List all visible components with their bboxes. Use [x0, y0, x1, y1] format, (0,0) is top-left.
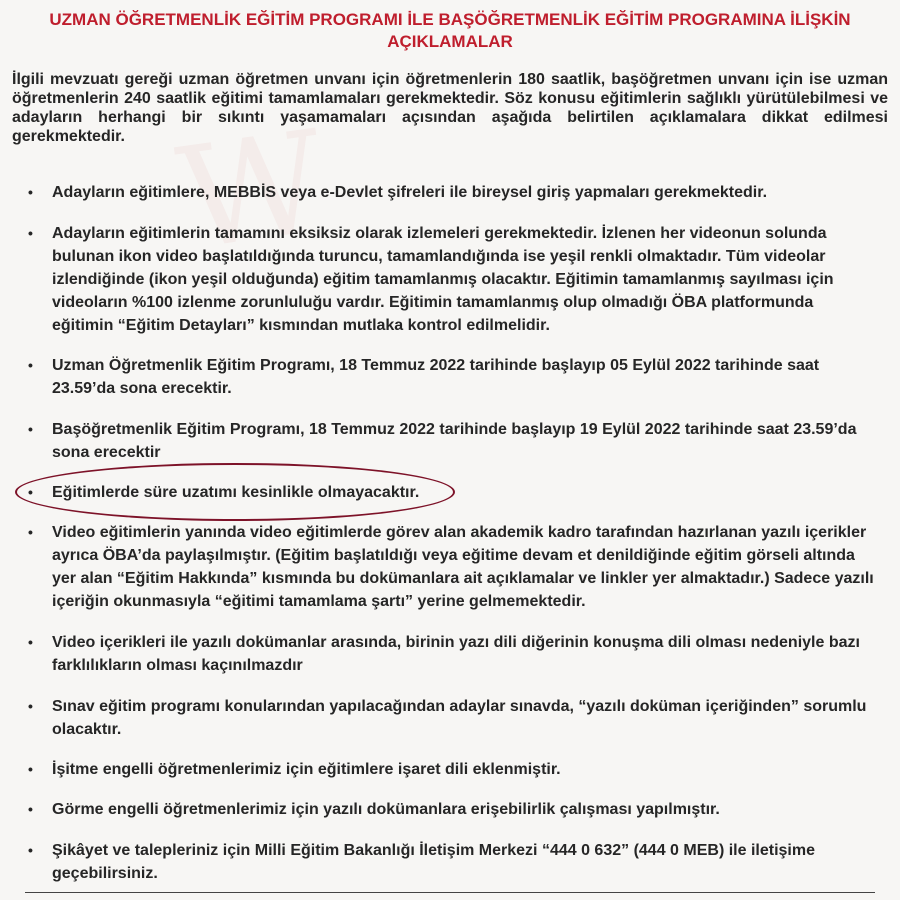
list-item-text: Video içerikleri ile yazılı dokümanlar arasında, birinin yazı dili diğerinin konuşma dili olması nedeniyle bazı farklılıkların olması kaçınılmazdır	[52, 634, 860, 674]
list-item	[28, 354, 876, 400]
list-item-text: Adayların eğitimlerin tamamını eksiksiz olarak izlemeleri gerekmektedir. İzlenen her videonun solunda bulunan ikon video başlatıldığında turuncu, tamamlandığında ise yeşil renkli olmaktadır. Tüm videolar izlendiğinde (ikon yeşil olduğunda) eğitim tamamlanmış olacaktır. Eğitimin tamamlanmış sayılması için videoların %100 izlenme zorunluluğu vardır. Eğitimin tamamlanmış olup olmadığı ÖBA platformunda eğitimin “Eğitim Detayları” kısmından mutlaka kontrol edilmelidir.	[52, 225, 834, 334]
bullet-icon: •	[28, 761, 33, 777]
bullet-icon: •	[28, 524, 33, 540]
bullet-icon: •	[28, 225, 33, 241]
highlight-ellipse	[15, 463, 455, 521]
bullet-icon: •	[28, 634, 33, 650]
list-item-text: Başöğretmenlik Eğitim Programı, 18 Temmuz 2022 tarihinde başlayıp 19 Eylül 2022 tarihinde saat 23.59’da sona erecektir	[52, 421, 857, 461]
list-item-text: Şikâyet ve talepleriniz için Milli Eğitim Bakanlığı İletişim Merkezi “444 0 632” (444 0 MEB) ile iletişime geçebilirsiniz.	[52, 842, 815, 882]
list-item-text: Adayların eğitimlere, MEBBİS veya e-Devlet şifreleri ile bireysel giriş yapmaları gerekmektedir.	[52, 184, 768, 201]
list-item-text: Video eğitimlerin yanında video eğitimlerde görev alan akademik kadro tarafından hazırlanan yazılı içerikler ayrıca ÖBA’da paylaşılmıştır. (Eğitim başlatıldığı veya eğitime devam et denildiğinde eğitim görseli altında yer alan “Eğitim Hakkında” kısmında bu dokümanlara ait açıklamalar ve linkler yer almaktadır.) Sadece yazılı içeriğin okunmasıyla “eğitimi tamamlama şartı” yerine gelmemektedir.	[52, 524, 874, 610]
bullet-icon: •	[28, 698, 33, 714]
list-item	[28, 798, 876, 821]
bullet-icon: •	[28, 801, 33, 817]
list-item-text: İşitme engelli öğretmenlerimiz için eğitimlere işaret dili eklenmiştir.	[52, 761, 561, 778]
list-item	[28, 521, 876, 613]
list-item-text: Eğitimlerde süre uzatımı kesinlikle olmayacaktır.	[52, 484, 420, 501]
document-title: UZMAN ÖĞRETMENLİK EĞİTİM PROGRAMI İLE BAŞÖĞRETMENLİK EĞİTİM PROGRAMINA İLİŞKİN AÇIKLAMALAR	[49, 10, 851, 51]
list-item-text: Uzman Öğretmenlik Eğitim Programı, 18 Temmuz 2022 tarihinde başlayıp 05 Eylül 2022 tarihinde saat 23.59’da sona erecektir.	[52, 357, 820, 397]
list-item	[28, 758, 876, 781]
intro-paragraph: İlgili mevzuatı gereği uzman öğretmen unvanı için öğretmenlerin 180 saatlik, başöğretmen unvanı için ise uzman öğretmenlerin 240 saatlik eğitimi tamamlamaları gerekmektedir. Söz konusu eğitimlerin sağlıklı yürütülebilmesi ve adayların herhangi bir sıkıntı yaşamamaları açısından aşağıda belirtilen açıklamalara dikkat edilmesi gerekmektedir.	[12, 71, 888, 145]
list-item	[28, 631, 876, 677]
list-item	[28, 181, 876, 204]
list-item	[28, 695, 876, 741]
bullet-icon: •	[28, 842, 33, 858]
bullet-icon: •	[28, 357, 33, 373]
bullet-icon: •	[28, 184, 33, 200]
list-item	[28, 418, 876, 464]
list-item-text: Sınav eğitim programı konularından yapılacağından adaylar sınavda, “yazılı doküman içeriğinden” sorumlu olacaktır.	[52, 698, 867, 738]
bullet-icon: •	[28, 421, 33, 437]
list-item	[28, 839, 876, 885]
footer-divider	[25, 892, 875, 893]
bullet-icon: •	[28, 484, 33, 500]
list-item	[28, 222, 876, 337]
watermark: W	[169, 100, 335, 283]
list-item-text: Görme engelli öğretmenlerimiz için yazılı dokümanlara erişebilirlik çalışması yapılmıştır.	[52, 801, 720, 818]
